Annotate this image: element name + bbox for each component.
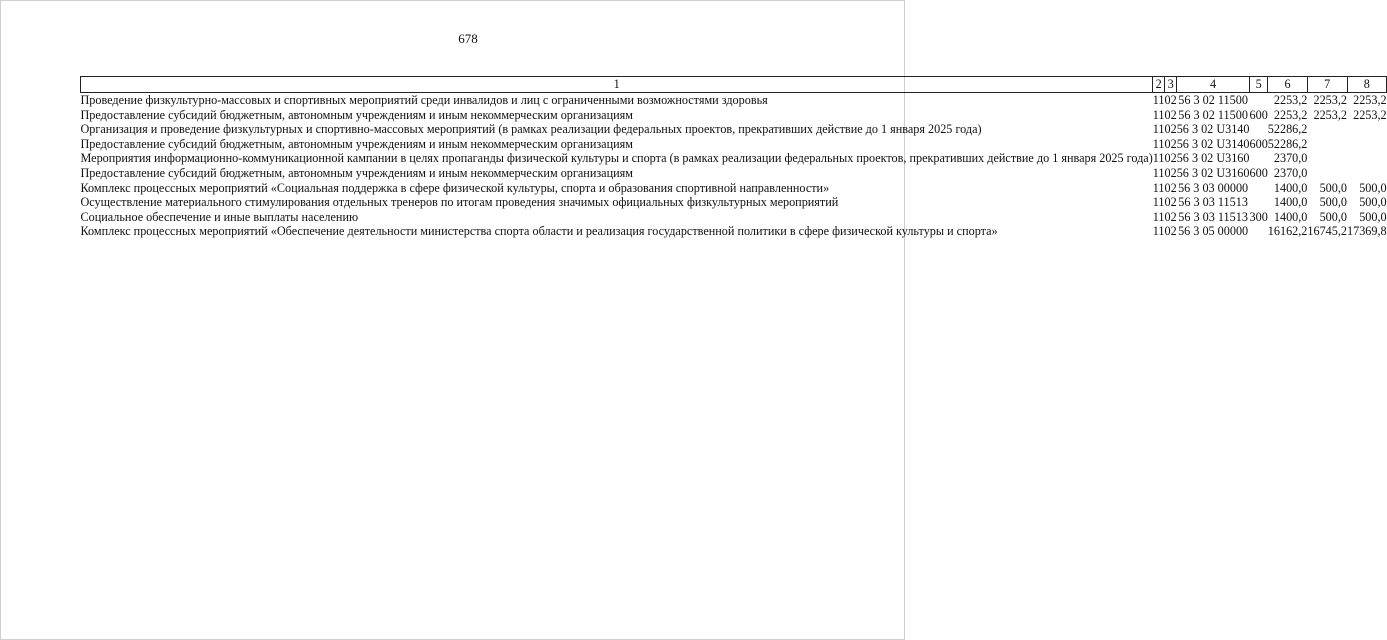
- row-expense-type: 600: [1249, 165, 1268, 180]
- row-amount-year-2: [1307, 137, 1347, 152]
- row-subsection: 02: [1164, 195, 1177, 210]
- row-subsection: 02: [1164, 180, 1177, 195]
- row-amount-year-1: 2253,2: [1273, 107, 1308, 122]
- row-amount-year-3: 17369,8: [1347, 224, 1387, 239]
- row-amount-year-3: 500,0: [1359, 180, 1387, 195]
- header-col-4: 4: [1177, 77, 1250, 93]
- row-subsection: 02: [1164, 93, 1177, 107]
- row-amount-year-2: 500,0: [1319, 209, 1347, 224]
- row-target-article: 56 3 03 11513: [1178, 195, 1248, 210]
- table-row: [81, 151, 1387, 166]
- row-amount-year-3: 500,0: [1359, 209, 1387, 224]
- header-col-7: 7: [1307, 77, 1347, 93]
- row-section: 11: [1152, 180, 1165, 195]
- row-target-article: 56 3 05 00000: [1178, 224, 1249, 239]
- row-expense-type: [1250, 122, 1268, 137]
- row-subsection: 02: [1164, 165, 1177, 180]
- row-section: 11: [1152, 209, 1165, 224]
- row-target-article: 56 3 02 11500: [1178, 107, 1248, 122]
- row-expense-type: [1250, 181, 1268, 196]
- table-row: [81, 195, 1387, 210]
- row-amount-year-2: 500,0: [1319, 180, 1347, 195]
- row-amount-year-1: 1400,0: [1273, 195, 1308, 210]
- table-row: [81, 137, 1387, 152]
- row-subsection: 02: [1164, 151, 1177, 166]
- row-name: Предоставление субсидий бюджетным, автономным учреждениям и иным некоммерческим организациям: [80, 107, 633, 122]
- row-section: 11: [1152, 195, 1165, 210]
- row-target-article: 56 3 03 00000: [1178, 180, 1249, 195]
- row-target-article: 56 3 03 11513: [1178, 209, 1248, 224]
- budget-table: [80, 76, 1387, 239]
- row-amount-year-1: 2370,0: [1273, 165, 1308, 180]
- header-col-3: 3: [1165, 77, 1177, 93]
- row-expense-type: 600: [1249, 136, 1268, 151]
- header-col-1: 1: [81, 77, 1153, 93]
- table-row: [81, 122, 1387, 137]
- row-section: 11: [1152, 151, 1165, 166]
- row-name: Предоставление субсидий бюджетным, автономным учреждениям и иным некоммерческим организациям: [80, 136, 633, 151]
- row-subsection: 02: [1164, 224, 1177, 239]
- row-amount-year-2: [1307, 166, 1347, 181]
- row-amount-year-2: [1307, 151, 1347, 166]
- table-row: [81, 108, 1387, 123]
- row-amount-year-1: 52286,2: [1267, 122, 1308, 137]
- row-amount-year-3: [1347, 137, 1387, 152]
- row-subsection: 02: [1164, 209, 1177, 224]
- table-row: [81, 181, 1387, 196]
- row-name: Социальное обеспечение и иные выплаты населению: [80, 209, 359, 224]
- page-number: 678: [458, 31, 478, 46]
- table-row: [81, 166, 1387, 181]
- row-amount-year-1: 1400,0: [1273, 180, 1308, 195]
- header-col-6: 6: [1268, 77, 1308, 93]
- header-row: [81, 77, 1387, 93]
- table-row: [81, 93, 1387, 108]
- row-section: 11: [1152, 224, 1165, 239]
- row-amount-year-3: [1347, 166, 1387, 181]
- table-body: [81, 93, 1387, 239]
- row-subsection: 02: [1164, 136, 1177, 151]
- row-amount-year-2: 2253,2: [1313, 107, 1347, 122]
- row-name: Предоставление субсидий бюджетным, автономным учреждениям и иным некоммерческим организациям: [80, 165, 633, 180]
- row-expense-type: [1250, 224, 1268, 239]
- row-amount-year-3: [1347, 151, 1387, 166]
- row-name: Комплекс процессных мероприятий «Обеспечение деятельности министерства спорта области и реализация государственной политики в сфере физической культуры и спорта»: [80, 224, 998, 239]
- row-target-article: 56 3 02 U3140: [1176, 136, 1250, 151]
- row-subsection: 02: [1164, 107, 1177, 122]
- row-target-article: 56 3 02 U3160: [1176, 151, 1250, 166]
- row-amount-year-3: 500,0: [1359, 195, 1387, 210]
- header-col-8: 8: [1347, 77, 1387, 93]
- row-expense-type: 600: [1249, 107, 1268, 122]
- header-col-5: 5: [1250, 77, 1268, 93]
- row-section: 11: [1152, 136, 1165, 151]
- row-amount-year-1: 16162,2: [1267, 224, 1308, 239]
- row-amount-year-1: 2253,2: [1273, 93, 1308, 107]
- table-row: [81, 210, 1387, 225]
- row-amount-year-1: 52286,2: [1267, 136, 1308, 151]
- row-name: Осуществление материального стимулирования отдельных тренеров по итогам проведения значимых официальных физкультурных мероприятий: [80, 195, 839, 210]
- row-name: Комплекс процессных мероприятий «Социальная поддержка в сфере физической культуры, спорта и образования спортивной направленности»: [80, 180, 830, 195]
- row-expense-type: [1250, 93, 1268, 108]
- row-expense-type: [1250, 151, 1268, 166]
- row-section: 11: [1152, 93, 1165, 107]
- row-section: 11: [1152, 107, 1165, 122]
- header-col-2: 2: [1153, 77, 1165, 93]
- row-amount-year-3: 2253,2: [1353, 107, 1387, 122]
- row-amount-year-2: 2253,2: [1313, 93, 1347, 107]
- row-name: Проведение физкультурно-массовых и спортивных мероприятий среди инвалидов и лиц с ограниченными возможностями здоровья: [80, 93, 768, 107]
- row-amount-year-2: 16745,2: [1307, 224, 1347, 239]
- row-amount-year-3: 2253,2: [1353, 93, 1387, 107]
- row-amount-year-3: [1347, 122, 1387, 137]
- row-section: 11: [1152, 165, 1165, 180]
- row-target-article: 56 3 02 U3140: [1176, 122, 1250, 137]
- row-section: 11: [1152, 122, 1165, 137]
- row-target-article: 56 3 02 U3160: [1176, 165, 1250, 180]
- row-amount-year-1: 2370,0: [1273, 151, 1308, 166]
- row-subsection: 02: [1164, 122, 1177, 137]
- row-amount-year-1: 1400,0: [1273, 209, 1308, 224]
- row-amount-year-2: [1307, 122, 1347, 137]
- row-amount-year-2: 500,0: [1319, 195, 1347, 210]
- row-target-article: 56 3 02 11500: [1178, 93, 1248, 107]
- row-expense-type: 300: [1249, 209, 1268, 224]
- row-name: Мероприятия информационно-коммуникационной кампании в целях пропаганды физической культуры и спорта (в рамках реализации федеральных проектов, прекративших действие до 1 января 2025 года): [80, 151, 1153, 166]
- row-expense-type: [1250, 195, 1268, 210]
- table-row: [81, 224, 1387, 239]
- row-name: Организация и проведение физкультурных и спортивно-массовых мероприятий (в рамках реализации федеральных проектов, прекративших действие до 1 января 2025 года): [80, 122, 982, 137]
